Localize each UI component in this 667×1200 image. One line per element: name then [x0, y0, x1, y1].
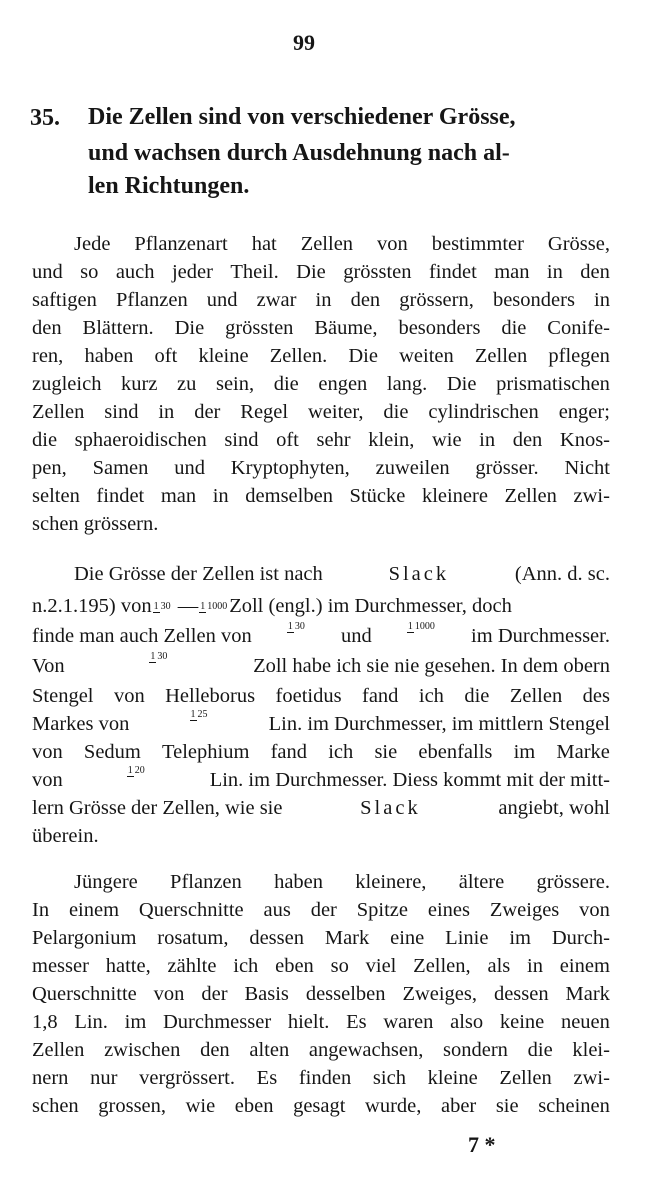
paragraph-line: Von 1 30 Zoll habe ich sie nie gesehen. In dem obern — [32, 652, 610, 680]
word: Spitze — [356, 899, 408, 921]
word: den — [580, 261, 610, 283]
word: Zellen, — [413, 955, 471, 977]
paragraph-line: n.2.1.195) von 1 30 — 1 1000Zoll (engl.) im Durchmesser, doch — [32, 595, 512, 617]
word: Helleborus — [165, 685, 256, 707]
word: klei- — [572, 1039, 610, 1061]
word: Linie — [445, 927, 489, 949]
word: Knos- — [559, 429, 610, 451]
paragraph-line — [32, 426, 610, 454]
word: von — [113, 685, 145, 707]
word: Es — [346, 1011, 367, 1033]
paragraph-line — [32, 896, 610, 924]
word: viel — [365, 955, 397, 977]
paragraph-line — [32, 952, 610, 980]
word: grössten — [343, 261, 412, 283]
word: man — [494, 261, 530, 283]
word: zugleich — [32, 373, 102, 395]
paragraph-line — [32, 370, 610, 398]
word: ich — [328, 741, 354, 763]
word: die — [527, 1039, 553, 1061]
word: messer — [32, 955, 89, 977]
word: kleinere, — [355, 871, 427, 893]
word: selten — [32, 485, 80, 507]
word: Querschnitte — [32, 983, 137, 1005]
word: ältere — [458, 871, 505, 893]
word: vergrössert. — [139, 1067, 235, 1089]
fraction: 1 30 — [153, 600, 171, 612]
author-name: Slack — [360, 797, 421, 819]
word: hat — [251, 233, 277, 255]
word: aus — [263, 899, 291, 921]
paragraph-line: finde man auch Zellen von 1 30 und 1 1000 im Durchmesser. — [32, 622, 610, 650]
word: eines — [427, 899, 470, 921]
word: zwischen — [104, 1039, 181, 1061]
word: oft — [154, 345, 178, 367]
paragraph-line: schen grössern. — [32, 513, 159, 535]
word: ebenfalls — [418, 741, 493, 763]
word: Jede — [74, 233, 111, 255]
word: sie — [374, 741, 398, 763]
word: zwi- — [573, 1067, 610, 1089]
word: prismatischen — [496, 373, 610, 395]
word: engen — [318, 373, 368, 395]
word: ich — [418, 685, 444, 707]
page-number: 99 — [293, 30, 315, 55]
paragraph-line — [32, 1064, 610, 1092]
paragraph-line — [32, 1008, 610, 1036]
word: Zellen — [300, 233, 354, 255]
word: Basis — [244, 983, 289, 1005]
paragraph-line — [32, 1036, 610, 1064]
word: desselben — [305, 983, 386, 1005]
word: sondern — [443, 1039, 508, 1061]
word: Jüngere — [74, 871, 138, 893]
paragraph-line: von 1 20 Lin. im Durchmesser. Diess kommt mit der mitt- — [32, 766, 610, 794]
word: eben — [234, 1095, 274, 1117]
word: saftigen — [32, 289, 97, 311]
word: klein, — [368, 429, 415, 451]
word: foetidus — [275, 685, 342, 707]
word: pen, — [32, 457, 67, 479]
word: von — [153, 983, 185, 1005]
word: Pflanzen — [170, 871, 242, 893]
word: sind — [104, 401, 139, 423]
word: Mark — [324, 927, 370, 949]
section-heading-line: len Richtungen. — [88, 173, 250, 199]
word: enger; — [558, 401, 610, 423]
word: ren, — [32, 345, 64, 367]
word: in — [546, 261, 563, 283]
word: und — [32, 261, 63, 283]
word: Nicht — [564, 457, 610, 479]
word: Zellen — [32, 401, 85, 423]
paragraph-line — [32, 924, 610, 952]
word: scheinen — [538, 1095, 610, 1117]
word: weiter, — [307, 401, 364, 423]
fraction: 1 1000 — [407, 621, 435, 632]
word: Kryptophyten, — [230, 457, 350, 479]
word: im — [509, 927, 531, 949]
word: schen — [32, 1095, 79, 1117]
paragraph-line — [74, 230, 610, 258]
paragraph-line — [32, 398, 610, 426]
word: Zellen — [474, 345, 528, 367]
word: grössere. — [536, 871, 610, 893]
word: von — [32, 741, 63, 763]
fraction: 1 30 — [150, 651, 168, 662]
word: sie — [495, 1095, 519, 1117]
word: Zellen — [499, 1067, 552, 1089]
word: den — [350, 289, 381, 311]
word: als — [487, 955, 511, 977]
word: Samen — [92, 457, 149, 479]
word: und — [206, 289, 238, 311]
word: finden — [298, 1067, 352, 1089]
word: kurz — [121, 373, 158, 395]
word: demselben — [245, 485, 333, 507]
paragraph-line — [32, 682, 610, 710]
word: Mark — [565, 983, 610, 1005]
paragraph-line: Die Grösse der Zellen ist nach Slack (Ann. d. sc. — [74, 560, 610, 588]
word: grossen, — [98, 1095, 167, 1117]
word: Sedum — [83, 741, 141, 763]
paragraph-line — [32, 1092, 610, 1120]
author-name: Slack — [388, 563, 450, 585]
word: Zweiges — [489, 899, 560, 921]
word: keine — [499, 1011, 545, 1033]
word: zu — [177, 373, 197, 395]
paragraph-line — [32, 482, 610, 510]
printer-signature: 7 * — [468, 1132, 496, 1157]
word: im — [513, 741, 536, 763]
word: besonders — [492, 289, 575, 311]
word: man — [160, 485, 197, 507]
word: im — [124, 1011, 147, 1033]
section-heading-line: und wachsen durch Ausdehnung nach al- — [88, 140, 510, 166]
word: alten — [249, 1039, 290, 1061]
paragraph-line — [32, 314, 610, 342]
word: von — [377, 233, 408, 255]
word: Zweiges, — [402, 983, 478, 1005]
word: zuweilen — [375, 457, 450, 479]
word: besonders — [398, 317, 481, 339]
word: haben — [274, 871, 324, 893]
word: Zellen — [504, 485, 557, 507]
word: rosatum, — [157, 927, 229, 949]
word: Blättern. — [82, 317, 154, 339]
word: zwi- — [573, 485, 610, 507]
word: sich — [372, 1067, 406, 1089]
word: findet — [428, 261, 477, 283]
word: Telephium — [162, 741, 250, 763]
word: so — [330, 955, 349, 977]
word: waren — [383, 1011, 434, 1033]
word: dessen — [249, 927, 304, 949]
word: Durchmesser — [162, 1011, 272, 1033]
paragraph-line — [32, 738, 610, 766]
word: Theil. — [230, 261, 279, 283]
word: Pelargonium — [32, 927, 137, 949]
word: kleinere — [421, 485, 488, 507]
word: 1,8 — [32, 1011, 58, 1033]
word: die — [383, 401, 409, 423]
word: haben — [84, 345, 134, 367]
word: dessen — [493, 983, 549, 1005]
word: Regel — [240, 401, 289, 423]
word: jeder — [171, 261, 213, 283]
word: aber — [440, 1095, 477, 1117]
word: und — [174, 457, 205, 479]
word: in — [594, 289, 610, 311]
word: die — [501, 317, 527, 339]
word: in — [315, 289, 332, 311]
word: fand — [362, 685, 399, 707]
word: einem — [68, 899, 120, 921]
word: Durch- — [551, 927, 610, 949]
word: weiten — [399, 345, 454, 367]
word: fand — [270, 741, 308, 763]
word: Grösse, — [547, 233, 610, 255]
word: gesagt — [293, 1095, 346, 1117]
word: den — [512, 429, 543, 451]
word: sind — [224, 429, 259, 451]
word: Pflanzen — [115, 289, 188, 311]
word: wie — [431, 429, 462, 451]
word: einem — [559, 955, 610, 977]
word: sphaeroidischen — [74, 429, 207, 451]
word: der — [310, 899, 337, 921]
word: findet — [96, 485, 145, 507]
word: oft — [276, 429, 299, 451]
fraction: 1 20 — [127, 765, 145, 776]
word: die — [464, 685, 490, 707]
word: Die — [174, 317, 205, 339]
word: Bäume, — [314, 317, 378, 339]
word: eben — [275, 955, 314, 977]
paragraph-line — [32, 258, 610, 286]
paragraph-line: lern Grösse der Zellen, wie sie Slack angiebt, wohl — [32, 794, 610, 822]
word: der — [201, 983, 228, 1005]
word: die — [273, 373, 299, 395]
word: in — [479, 429, 496, 451]
paragraph-line — [74, 868, 610, 896]
fraction: 1 1000 — [200, 600, 228, 612]
word: Die — [296, 261, 326, 283]
word: Es — [256, 1067, 278, 1089]
section-number: 35. — [30, 105, 60, 131]
word: bestimmter — [431, 233, 524, 255]
word: lang. — [386, 373, 428, 395]
word: der — [194, 401, 221, 423]
word: Zellen — [509, 685, 563, 707]
paragraph-line — [32, 286, 610, 314]
word: ich — [233, 955, 259, 977]
word: zählte — [167, 955, 217, 977]
word: Die — [348, 345, 378, 367]
word: auch — [115, 261, 155, 283]
word: in — [212, 485, 229, 507]
word: kleine — [427, 1067, 478, 1089]
word: sehr — [316, 429, 351, 451]
word: grössern, — [399, 289, 474, 311]
word: angewachsen, — [308, 1039, 424, 1061]
word: kleine — [198, 345, 249, 367]
word: in — [527, 955, 543, 977]
paragraph-line: Markes von 1 25 Lin. im Durchmesser, im mittlern Stengel — [32, 710, 610, 738]
word: den — [200, 1039, 230, 1061]
word: grösser. — [475, 457, 539, 479]
word: Marke — [556, 741, 610, 763]
word: nur — [90, 1067, 118, 1089]
section-heading-line: Die Zellen sind von verschiedener Grösse, — [88, 104, 516, 130]
word: so — [80, 261, 99, 283]
word: wurde, — [365, 1095, 422, 1117]
word: in — [158, 401, 175, 423]
word: grössten — [225, 317, 294, 339]
word: eine — [390, 927, 425, 949]
word: Die — [446, 373, 477, 395]
word: nern — [32, 1067, 69, 1089]
word: hielt. — [287, 1011, 330, 1033]
word: also — [450, 1011, 484, 1033]
word: pflegen — [548, 345, 610, 367]
word: des — [582, 685, 610, 707]
paragraph-line — [32, 454, 610, 482]
word: sein, — [215, 373, 255, 395]
word: Zellen — [32, 1039, 85, 1061]
word: wie — [185, 1095, 216, 1117]
fraction: 1 30 — [287, 621, 305, 632]
word: hatte, — [105, 955, 151, 977]
word: von — [579, 899, 610, 921]
word: Stengel — [32, 685, 94, 707]
paragraph-line: überein. — [32, 825, 99, 847]
paragraph-line — [32, 342, 610, 370]
word: die — [32, 429, 58, 451]
paragraph-line — [32, 980, 610, 1008]
word: Pflanzenart — [134, 233, 228, 255]
word: Lin. — [74, 1011, 108, 1033]
word: zwar — [256, 289, 297, 311]
word: neuen — [560, 1011, 610, 1033]
word: Stücke — [349, 485, 406, 507]
word: Conife- — [547, 317, 610, 339]
word: Querschnitte — [138, 899, 244, 921]
word: In — [32, 899, 50, 921]
word: den — [32, 317, 62, 339]
word: Zellen. — [269, 345, 328, 367]
fraction: 1 25 — [190, 709, 208, 720]
word: cylindrischen — [428, 401, 539, 423]
